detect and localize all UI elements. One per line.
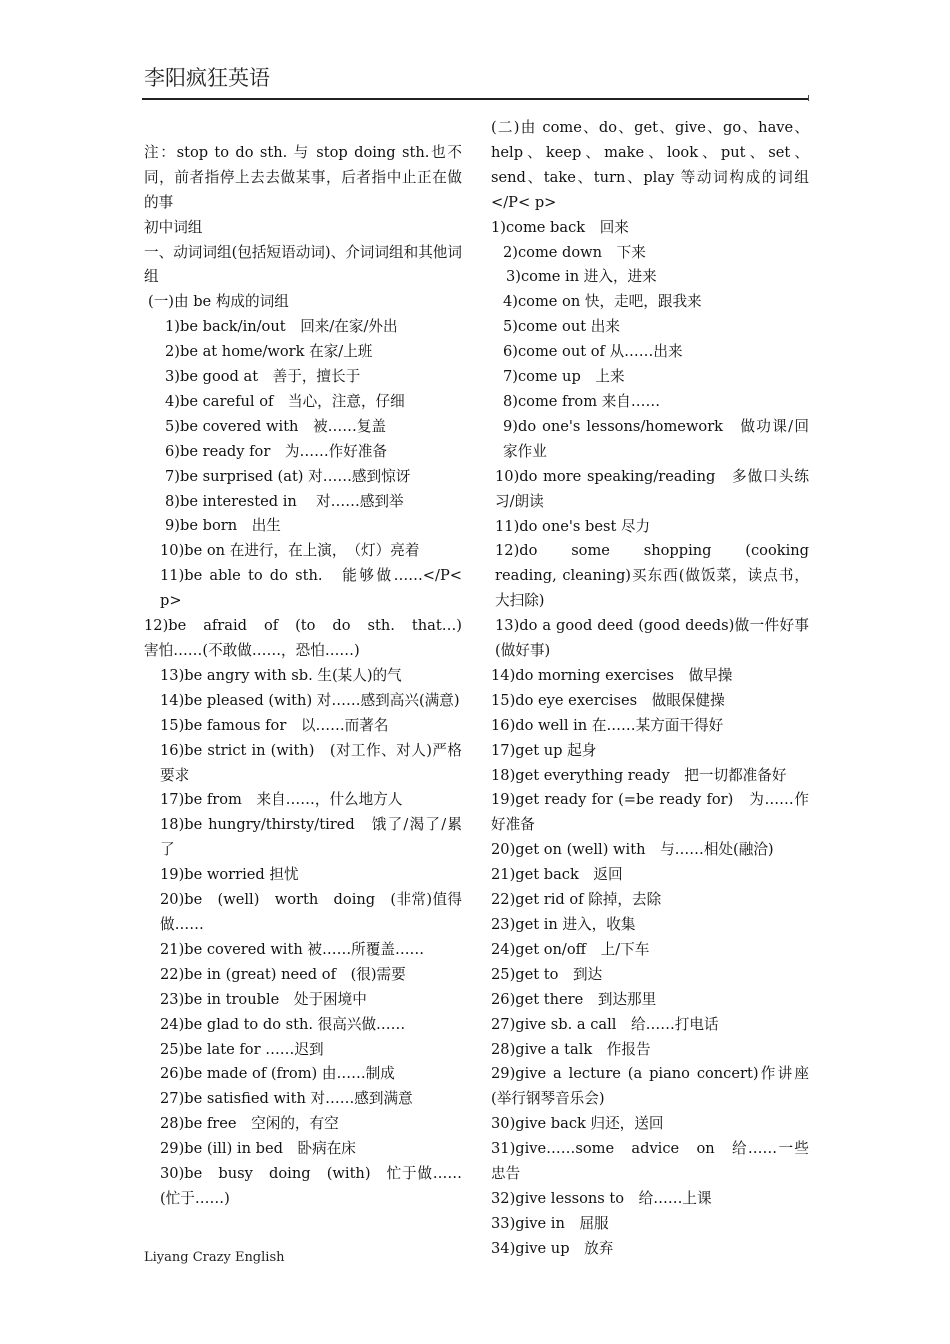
phrase-line: 14)be pleased (with) 对……感到高兴(满意) [160,691,460,709]
phrase-line: 4)be careful of 当心，注意，仔细 [165,392,405,410]
phrase-line: 8)come from 来自…… [503,392,661,410]
phrase-line: 10)do more speaking/reading 多做口头练习/朗读 [495,467,809,510]
phrase-line: 7)come up 上来 [503,368,625,386]
phrase-line: 3)be good at 善于，擅长于 [165,368,361,386]
page-header-title: 李阳疯狂英语 [144,66,270,90]
phrase-line: 12)be afraid of (to do sth. that…) 害怕……(不敢做……，恐怕……) [144,617,477,660]
phrase-line: 22)get rid of 除掉，去除 [491,891,662,909]
phrase-line: 21)be covered with 被……所覆盖…… [160,940,425,958]
phrase-line: 15)do eye exercises 做眼保健操 [491,691,725,709]
phrase-line: 22)be in (great) need of (很)需要 [160,965,406,983]
header-divider [142,98,809,100]
phrase-line: 23)be in trouble 处于困境中 [160,990,367,1008]
header-divider-tick [808,95,809,101]
phrase-line: 17)get up 起身 [491,741,597,759]
phrase-line: 30)give back 归还，送回 [491,1115,664,1133]
phrase-line: 17)be from 来自……，什么地方人 [160,791,403,809]
phrase-line: 29)give a lecture (a piano concert)作讲座(举行钢琴音乐会) [491,1065,809,1108]
phrase-line: 28)be free 空闲的，有空 [160,1115,339,1133]
phrase-line: 11)be able to do sth. 能够做……</P< p> [160,567,462,610]
phrase-line: 8)be interested in 对……感到举 [165,492,404,510]
phrase-line: 注：stop to do sth. 与 stop doing sth.也不同，前者指停上去去做某事，后者指中止正在做的事 [144,143,462,211]
phrase-line: 5)come out 出来 [503,318,620,336]
phrase-line: 16)do well in 在……某方面干得好 [491,716,724,734]
phrase-line: 3)come in 进入，进来 [506,268,657,286]
phrase-line: 18)be hungry/thirsty/tired 饿了/渴了/累了 [160,816,462,859]
page-footer: Liyang Crazy English [144,1250,285,1265]
phrase-line: 14)do morning exercises 做早操 [491,666,733,684]
phrase-line: 21)get back 返回 [491,866,623,884]
phrase-line: 28)give a talk 作报告 [491,1040,651,1058]
phrase-line: 26)be made of (from) 由……制成 [160,1065,395,1083]
phrase-line: 2)be at home/work 在家/上班 [165,343,373,361]
phrase-line: 27)give sb. a call 给……打电话 [491,1015,719,1033]
phrase-line: 2)come down 下来 [503,243,646,261]
phrase-line: 6)come out of 从……出来 [503,343,683,361]
phrase-line: 13)be angry with sb. 生(某人)的气 [160,666,402,684]
phrase-line: 29)be (ill) in bed 卧病在床 [160,1140,356,1158]
phrase-line: 19)get ready for (=be ready for) 为……作好准备 [491,791,809,834]
phrase-line: 7)be surprised (at) 对……感到惊讶 [165,467,411,485]
phrase-line: 13)do a good deed (good deeds)做一件好事(做好事) [495,617,809,660]
phrase-line: 32)give lessons to 给……上课 [491,1189,712,1207]
phrase-line: 30)be busy doing (with) 忙于做……(忙于……) [160,1165,462,1207]
left-column [144,116,477,1212]
phrase-line: 初中词组 [144,218,203,236]
phrase-line: 19)be worried 担忧 [160,866,299,884]
phrase-line: 26)get there 到达那里 [491,990,657,1008]
phrase-line: 18)get everything ready 把一切都准备好 [491,766,787,784]
phrase-line: 1)be back/in/out 回来/在家/外出 [165,318,398,336]
phrase-line: 4)come on 快，走吧，跟我来 [503,293,702,311]
right-column [491,116,824,1262]
phrase-line: 24)get on/off 上/下车 [491,940,650,958]
phrase-line: 20)be (well) worth doing (非常)值得做…… [160,891,462,933]
phrase-line: 12)do some shopping (cooking reading, cleaning)买东西(做饭菜，读点书，大扫除) [495,542,824,610]
phrase-line: 25)be late for ……迟到 [160,1040,324,1058]
phrase-line: 9)be born 出生 [165,517,281,535]
phrase-line: 15)be famous for 以……而著名 [160,716,389,734]
phrase-line: 34)give up 放弃 [491,1239,614,1257]
phrase-line: 11)do one's best 尽力 [495,517,651,535]
phrase-line: 一、动词词组(包括短语动词)、介词词组和其他词组 [144,243,462,286]
phrase-line: 24)be glad to do sth. 很高兴做…… [160,1015,406,1033]
phrase-line: 10)be on 在进行，在上演， （灯）亮着 [160,542,420,560]
phrase-line: (二)由 come、do、get、give、go、have、help、keep、make、look、put、set、send、take、turn、play 等动词构成的词组</P< p> [491,119,809,211]
phrase-line: 6)be ready for 为……作好准备 [165,442,388,460]
phrase-line: 25)get to 到达 [491,965,603,983]
phrase-line: 31)give……some advice on 给……一些忠告 [491,1140,809,1183]
phrase-line: 5)be covered with 被……复盖 [165,417,387,435]
phrase-line: 27)be satisfied with 对……感到满意 [160,1090,413,1108]
phrase-line: (一)由 be 构成的词组 [148,293,289,311]
phrase-line: 1)come back 回来 [491,218,629,236]
phrase-line: 16)be strict in (with) (对工作、对人)严格要求 [160,741,462,784]
phrase-line: 20)get on (well) with 与……相处(融洽) [491,841,774,859]
phrase-line: 33)give in 屈服 [491,1214,609,1232]
phrase-line: 9)do one's lessons/homework 做功课/回家作业 [503,417,809,460]
phrase-line: 23)get in 进入，收集 [491,916,636,933]
